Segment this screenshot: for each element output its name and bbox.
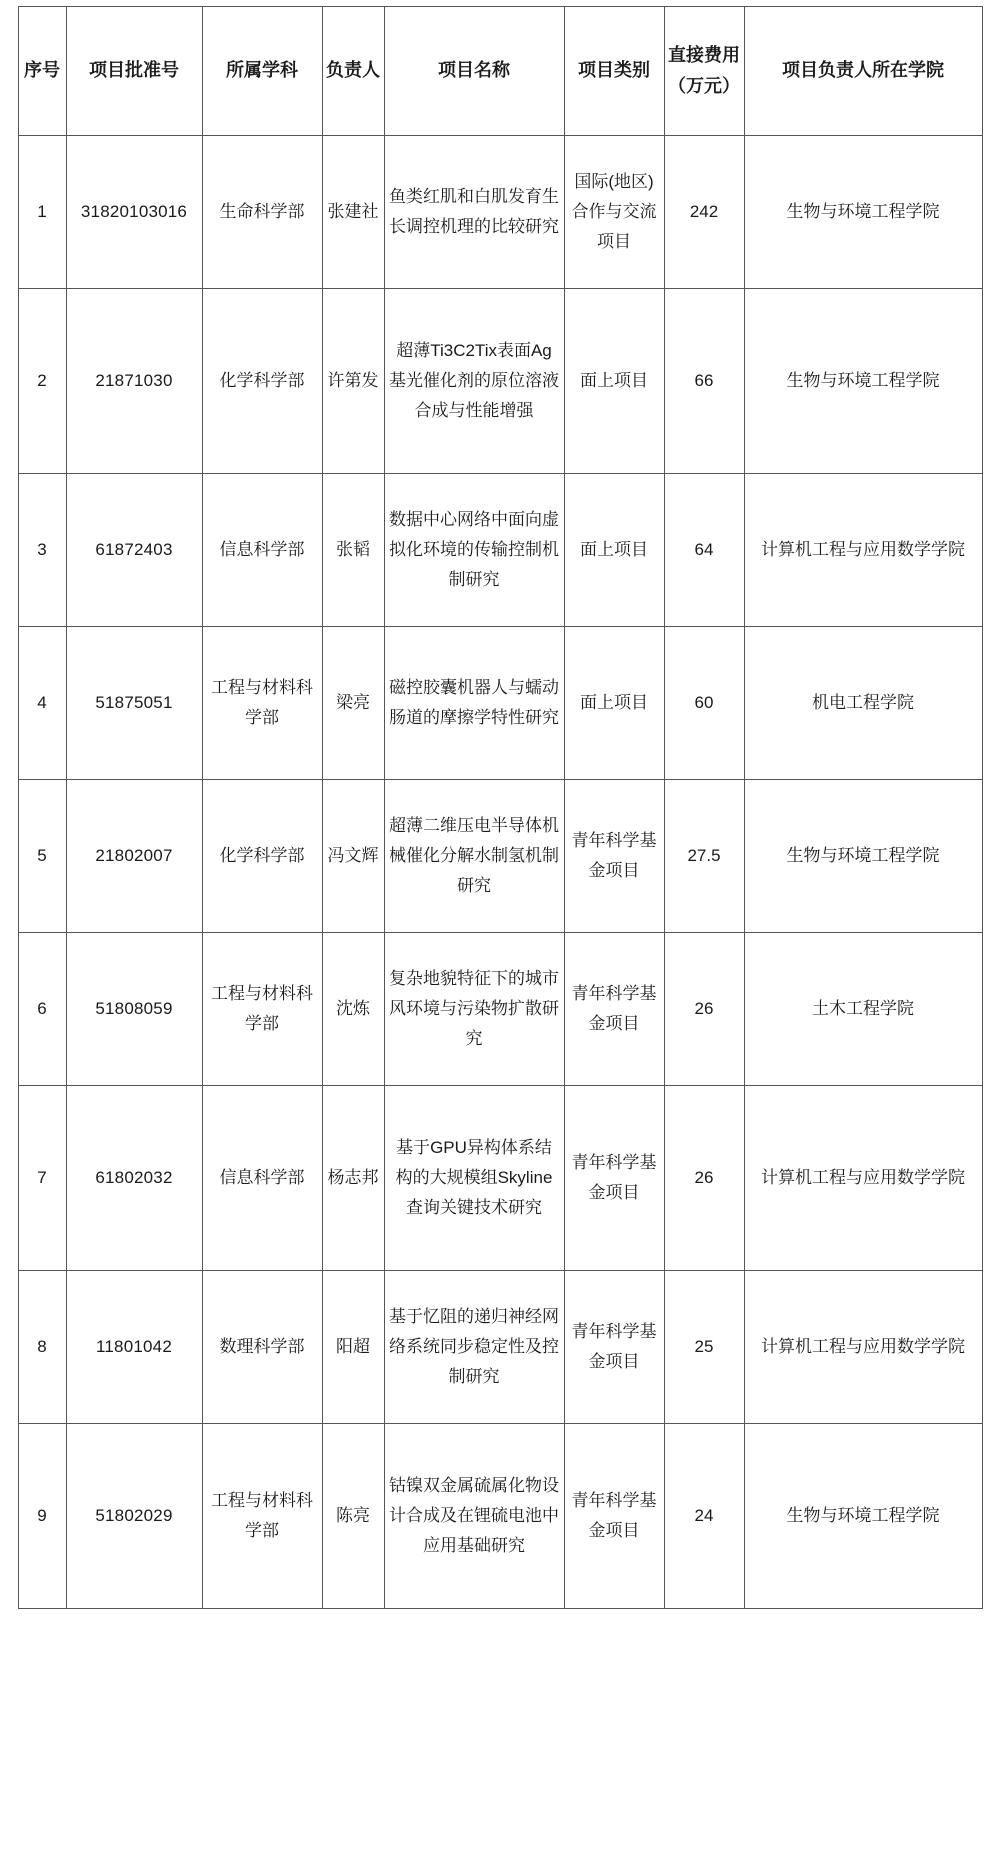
cell-project-name: 基于忆阻的递归神经网络系统同步稳定性及控制研究 (384, 1271, 564, 1424)
table-row (18, 289, 982, 474)
cell-index: 8 (18, 1271, 66, 1424)
cell-project-name: 基于GPU异构体系结构的大规模组Skyline查询关键技术研究 (384, 1086, 564, 1271)
cell-direct-funding: 25 (664, 1271, 744, 1424)
cell-project-name: 超薄二维压电半导体机械催化分解水制氢机制研究 (384, 780, 564, 933)
cell-discipline: 数理科学部 (202, 1271, 322, 1424)
cell-approval-no: 61872403 (66, 474, 202, 627)
cell-index: 5 (18, 780, 66, 933)
cell-category: 面上项目 (564, 289, 664, 474)
cell-leader: 张建社 (322, 136, 384, 289)
table-row (18, 1271, 982, 1424)
table-row (18, 136, 982, 289)
cell-college: 机电工程学院 (744, 627, 982, 780)
cell-discipline: 信息科学部 (202, 474, 322, 627)
cell-approval-no: 51802029 (66, 1424, 202, 1609)
cell-category: 青年科学基金项目 (564, 1424, 664, 1609)
cell-approval-no: 51808059 (66, 933, 202, 1086)
table-row (18, 1086, 982, 1271)
cell-discipline: 信息科学部 (202, 1086, 322, 1271)
table-row (18, 933, 982, 1086)
cell-direct-funding: 26 (664, 1086, 744, 1271)
cell-college: 生物与环境工程学院 (744, 1424, 982, 1609)
column-header-approval-no: 项目批准号 (66, 7, 202, 136)
cell-index: 2 (18, 289, 66, 474)
cell-direct-funding: 64 (664, 474, 744, 627)
cell-discipline: 化学科学部 (202, 780, 322, 933)
cell-approval-no: 21802007 (66, 780, 202, 933)
cell-college: 生物与环境工程学院 (744, 780, 982, 933)
cell-category: 青年科学基金项目 (564, 780, 664, 933)
cell-index: 6 (18, 933, 66, 1086)
table-row (18, 1424, 982, 1609)
cell-direct-funding: 60 (664, 627, 744, 780)
cell-leader: 张韬 (322, 474, 384, 627)
cell-college: 土木工程学院 (744, 933, 982, 1086)
cell-category: 青年科学基金项目 (564, 933, 664, 1086)
table-header (18, 7, 982, 136)
cell-category: 面上项目 (564, 627, 664, 780)
column-header-discipline: 所属学科 (202, 7, 322, 136)
cell-college: 计算机工程与应用数学学院 (744, 474, 982, 627)
table-row (18, 780, 982, 933)
cell-leader: 梁亮 (322, 627, 384, 780)
grant-projects-table (18, 6, 983, 1609)
cell-category: 国际(地区)合作与交流项目 (564, 136, 664, 289)
cell-discipline: 化学科学部 (202, 289, 322, 474)
cell-index: 7 (18, 1086, 66, 1271)
cell-direct-funding: 24 (664, 1424, 744, 1609)
cell-approval-no: 61802032 (66, 1086, 202, 1271)
cell-project-name: 鱼类红肌和白肌发育生长调控机理的比较研究 (384, 136, 564, 289)
cell-college: 计算机工程与应用数学学院 (744, 1271, 982, 1424)
cell-leader: 沈炼 (322, 933, 384, 1086)
column-header-direct-funding: 直接费用（万元） (664, 7, 744, 136)
cell-direct-funding: 242 (664, 136, 744, 289)
table-row (18, 474, 982, 627)
cell-index: 3 (18, 474, 66, 627)
cell-leader: 杨志邦 (322, 1086, 384, 1271)
table-header-row (18, 7, 982, 136)
column-header-college: 项目负责人所在学院 (744, 7, 982, 136)
cell-index: 1 (18, 136, 66, 289)
cell-approval-no: 31820103016 (66, 136, 202, 289)
table-row (18, 627, 982, 780)
cell-category: 青年科学基金项目 (564, 1271, 664, 1424)
table-body (18, 136, 982, 1609)
cell-leader: 阳超 (322, 1271, 384, 1424)
cell-approval-no: 51875051 (66, 627, 202, 780)
cell-direct-funding: 27.5 (664, 780, 744, 933)
cell-project-name: 复杂地貌特征下的城市风环境与污染物扩散研究 (384, 933, 564, 1086)
cell-discipline: 工程与材料科学部 (202, 933, 322, 1086)
column-header-leader: 负责人 (322, 7, 384, 136)
column-header-category: 项目类别 (564, 7, 664, 136)
cell-discipline: 生命科学部 (202, 136, 322, 289)
cell-project-name: 数据中心网络中面向虚拟化环境的传输控制机制研究 (384, 474, 564, 627)
column-header-index: 序号 (18, 7, 66, 136)
cell-category: 青年科学基金项目 (564, 1086, 664, 1271)
cell-index: 4 (18, 627, 66, 780)
cell-leader: 许第发 (322, 289, 384, 474)
cell-project-name: 磁控胶囊机器人与蠕动肠道的摩擦学特性研究 (384, 627, 564, 780)
cell-leader: 冯文辉 (322, 780, 384, 933)
cell-discipline: 工程与材料科学部 (202, 627, 322, 780)
cell-college: 生物与环境工程学院 (744, 136, 982, 289)
cell-leader: 陈亮 (322, 1424, 384, 1609)
cell-direct-funding: 26 (664, 933, 744, 1086)
cell-direct-funding: 66 (664, 289, 744, 474)
cell-project-name: 超薄Ti3C2Tix表面Ag基光催化剂的原位溶液合成与性能增强 (384, 289, 564, 474)
cell-approval-no: 21871030 (66, 289, 202, 474)
cell-college: 生物与环境工程学院 (744, 289, 982, 474)
cell-project-name: 钴镍双金属硫属化物设计合成及在锂硫电池中应用基础研究 (384, 1424, 564, 1609)
cell-college: 计算机工程与应用数学学院 (744, 1086, 982, 1271)
cell-index: 9 (18, 1424, 66, 1609)
column-header-project-name: 项目名称 (384, 7, 564, 136)
cell-discipline: 工程与材料科学部 (202, 1424, 322, 1609)
cell-category: 面上项目 (564, 474, 664, 627)
cell-approval-no: 11801042 (66, 1271, 202, 1424)
